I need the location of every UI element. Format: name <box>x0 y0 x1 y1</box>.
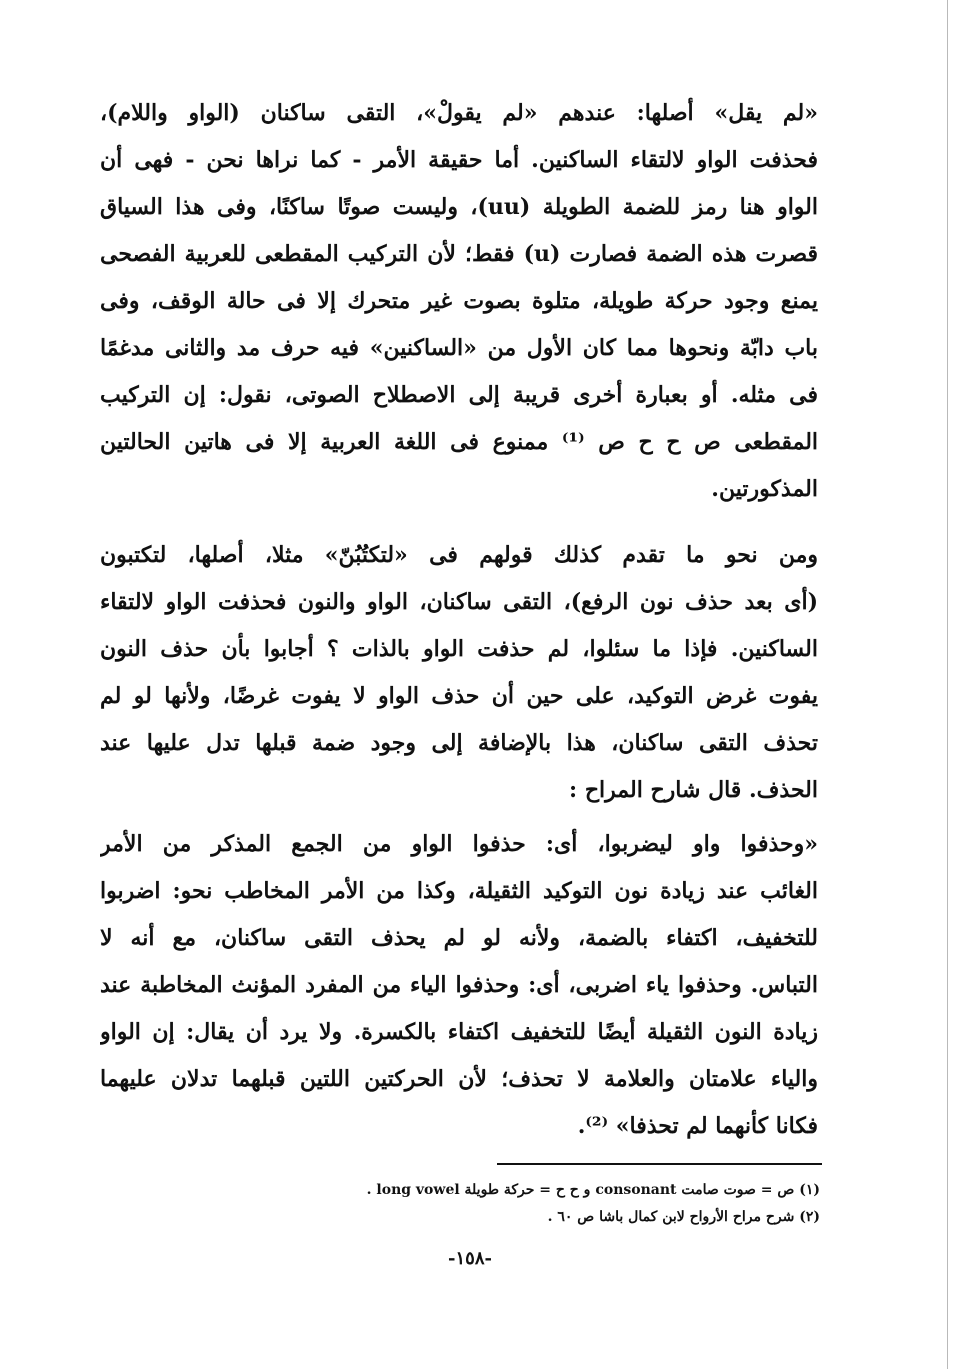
text-line: الحذف. قال شارح المراح : <box>569 777 818 803</box>
text-line: والياء علامتان والعلامة لا تحذف؛ لأن الحركتين اللتين قبلهما تدلان عليهما <box>100 1066 818 1092</box>
text-line: «لم يقل» أصلها: عندهم «لم يقولْ»، التقى ساكنان (الواو واللام)، <box>100 100 818 126</box>
text-line: فى مثله. أو بعبارة أخرى قريبة إلى الاصطلاح الصوتى، نقول: إن التركيب <box>100 382 818 408</box>
text-line: المذكورتين. <box>711 476 818 502</box>
text-line: الواو هنا رمز للضمة الطويلة (uu)، وليست صوتًا ساكنًا، وفى هذا السياق <box>100 194 818 220</box>
text-line: ومن نحو ما تقدم كذلك قولهم فى «لتكتُبُنّ» مثلا، أصلها، لتكتبون <box>100 542 818 568</box>
text-line: للتخفيف، اكتفاء بالضمة، ولأنه لو لم يحذف التقى ساكنان، مع أنه لا <box>100 925 818 951</box>
footnote-separator <box>497 1163 822 1165</box>
page-edge-line <box>947 0 948 1369</box>
page-number: -١٥٨- <box>448 1248 492 1269</box>
text-line: فكانا كأنهما لم تحذفا» ⁽²⁾. <box>577 1113 818 1139</box>
footnote-1: (١) ص = صوت صامت consonant و ح ح = حركة طويلة long vowel . <box>366 1182 820 1198</box>
text-line: الغائب عند زيادة نون التوكيد الثقيلة، وكذا من الأمر المخاطب نحو: اضربوا <box>100 878 818 904</box>
paragraph-2 <box>100 532 818 814</box>
footnote-2: (٢) شرح مراح الأرواح لابن كمال باشا ص ٦٠ . <box>547 1209 820 1225</box>
text-line: المقطعى ص ح ح ص ⁽¹⁾ ممنوع فى اللغة العربية إلا فى هاتين الحالتين <box>100 429 818 455</box>
text-line: باب دابّة ونحوها مما كان الأول من «الساكنين» فيه حرف مد والثانى مدغمًا <box>100 335 818 361</box>
text-line: يمنع وجود حركة طويلة، متلوة بصوت غير متحرك إلا فى حالة الوقف، وفى <box>100 288 818 314</box>
text-line: زيادة النون الثقيلة أيضًا للتخفيف اكتفاء بالكسرة. ولا يرد أن يقال: إن الواو <box>100 1019 818 1045</box>
paragraph-3-quotation <box>100 821 818 1150</box>
text-line: التباس. وحذفوا ياء اضربى، أى: وحذفوا الياء من المفرد المؤنث المخاطبة عند <box>100 972 818 998</box>
paragraph-1 <box>100 90 818 513</box>
text-line: تحذف التقى ساكنان، هذا بالإضافة إلى وجود ضمة قبلها تدل عليها عند <box>100 730 818 756</box>
text-line: الساكنين. فإذا ما سئلوا، لم حذفت الواو بالذات ؟ أجابوا بأن حذف النون <box>100 636 818 662</box>
text-line: فحذفت الواو لالتقاء الساكنين. أما حقيقة الأمر - كما نراها نحن - فهى أن <box>100 147 818 173</box>
text-line: (أى بعد حذف نون الرفع)، التقى ساكنان، الواو والنون فحذفت الواو لالتقاء <box>100 589 818 615</box>
text-line: قصرت هذه الضمة فصارت (u) فقط؛ لأن التركيب المقطعى للعربية الفصحى <box>100 241 818 267</box>
text-line: يفوت غرض التوكيد، على حين أن حذف الواو لا يفوت غرضًا، ولأنها لو لم <box>100 683 818 709</box>
text-line: «وحذفوا واو ليضربوا، أى: حذفوا الواو من الجمع المذكر من الأمر <box>100 831 818 857</box>
